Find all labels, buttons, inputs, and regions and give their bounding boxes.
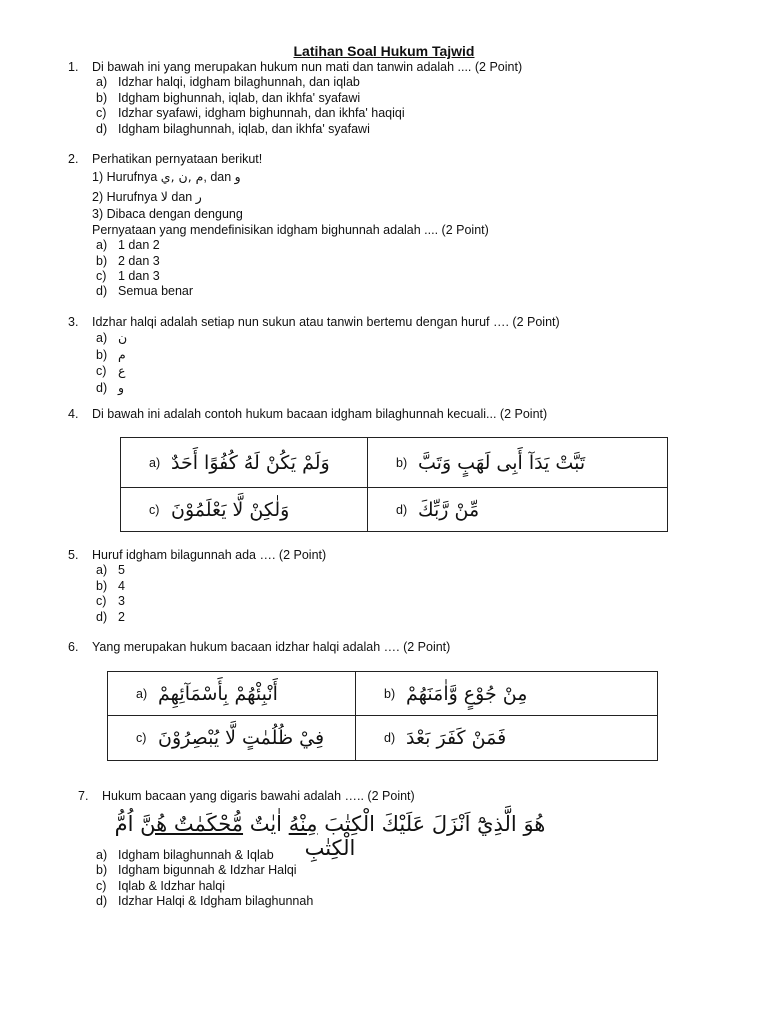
option-a[interactable]: a) أَنْبِئْهُمْ بِأَسْمَآئِهِمْ: [108, 672, 356, 716]
option-c[interactable]: c) ع: [96, 363, 126, 379]
option-d[interactable]: d) و: [96, 379, 125, 395]
option-b[interactable]: b) 4: [96, 578, 125, 593]
question-number: 7.: [78, 789, 89, 803]
question-4: [68, 407, 547, 422]
question-text: Huruf idgham bilagunnah ada …. (2 Point): [92, 548, 327, 562]
underlined-phrase-2: مُّحْكَمٰتٌ هُنَّ: [140, 812, 244, 836]
question-text: Yang merupakan hukum bacaan idzhar halqi adalah …. (2 Point): [92, 640, 451, 654]
question-6: [68, 640, 450, 655]
option-d[interactable]: d) Idgham bilaghunnah, iqlab, dan ikhfa' syafawi: [96, 121, 370, 136]
option-a[interactable]: a) وَلَمْ يَكُنْ لَهُ كُفُوًا أَحَدٌ: [121, 438, 368, 488]
question-text: Di bawah ini yang merupakan hukum nun mati dan tanwin adalah .... (2 Point): [92, 60, 523, 74]
question-number: 6.: [68, 640, 79, 654]
question-text: Hukum bacaan yang digaris bawahi adalah ….. (2 Point): [102, 789, 415, 803]
option-a[interactable]: a) 5: [96, 563, 125, 578]
option-a[interactable]: a) ن: [96, 330, 128, 346]
option-b[interactable]: b) 2 dan 3: [96, 253, 160, 268]
question-number: 3.: [68, 315, 79, 329]
question-number: 2.: [68, 152, 79, 166]
option-c[interactable]: c) Iqlab & Idzhar halqi: [96, 878, 226, 893]
question-prompt: Pernyataan yang mendefinisikan idgham bighunnah adalah .... (2 Point): [92, 222, 489, 237]
option-b[interactable]: b) مِنْ جُوْعٍ وَّاٰمَنَهُمْ: [356, 672, 658, 716]
option-c[interactable]: c) فِيْ ظُلُمٰتٍ لَّا يُبْصِرُوْنَ: [108, 716, 356, 761]
option-d[interactable]: d) فَمَنْ كَفَرَ بَعْدَ: [356, 716, 658, 761]
question-text: Perhatikan pernyataan berikut!: [92, 152, 263, 166]
option-c[interactable]: c) Idzhar syafawi, idgham bighunnah, dan ikhfa' haqiqi: [96, 106, 405, 121]
option-b[interactable]: b) م: [96, 346, 126, 362]
option-a[interactable]: a) Idgham bilaghunnah & Iqlab: [96, 848, 274, 862]
question-1: [68, 60, 522, 137]
option-a[interactable]: a) 1 dan 2: [96, 238, 160, 253]
question-text: Idzhar halqi adalah setiap nun sukun atau tanwin bertemu dengan huruf …. (2 Point): [92, 315, 560, 329]
question-4-options-table: [120, 437, 668, 532]
worksheet-title: Latihan Soal Hukum Tajwid: [293, 43, 475, 59]
option-b[interactable]: b) تَبَّتْ يَدَآ أَبِى لَهَبٍ وَتَبَّ: [368, 438, 668, 488]
option-c[interactable]: c) وَلٰكِنْ لَّا يَعْلَمُوْنَ: [121, 488, 368, 532]
question-2: [68, 152, 489, 300]
option-d[interactable]: d) مِّنْ رَّبِّكَ: [368, 488, 668, 532]
question-5: [68, 548, 326, 625]
question-number: 5.: [68, 548, 79, 562]
option-c[interactable]: c) 1 dan 3: [96, 269, 160, 284]
quran-verse: هُوَ الَّذِيْٓ اَنْزَلَ عَلَيْكَ الْكِتٰبَ مِنْهُ اٰيٰتٌ مُّحْكَمٰتٌ هُنَّ اُمُّ الْكِتٰبِ: [114, 812, 546, 860]
question-3: [68, 315, 560, 396]
statement-3: 3) Dibaca dengan dengung: [92, 207, 243, 222]
option-a[interactable]: a) Idzhar halqi, idgham bilaghunnah, dan iqlab: [96, 75, 360, 90]
option-b[interactable]: b) Idgham bighunnah, iqlab, dan ikhfa' syafawi: [96, 90, 361, 105]
question-number: 4.: [68, 407, 79, 421]
option-c[interactable]: c) 3: [96, 594, 125, 609]
question-7-options: [68, 848, 313, 910]
question-7: [78, 789, 415, 804]
statement-2: 2) Hurufnya لا dan ر: [92, 189, 202, 205]
underlined-phrase-1: مِنْهُ: [288, 812, 318, 836]
option-d[interactable]: d) Semua benar: [96, 284, 194, 299]
option-d[interactable]: d) Idzhar Halqi & Idgham bilaghunnah: [96, 894, 314, 909]
question-number: 1.: [68, 60, 79, 74]
option-b[interactable]: b) Idgham bigunnah & Idzhar Halqi: [96, 863, 297, 878]
option-d[interactable]: d) 2: [96, 609, 125, 624]
statement-1: 1) Hurufnya م ,ن ,ي, dan و: [92, 169, 241, 185]
question-6-options-table: [107, 671, 658, 761]
question-text: Di bawah ini adalah contoh hukum bacaan idgham bilaghunnah kecuali... (2 Point): [92, 407, 548, 421]
